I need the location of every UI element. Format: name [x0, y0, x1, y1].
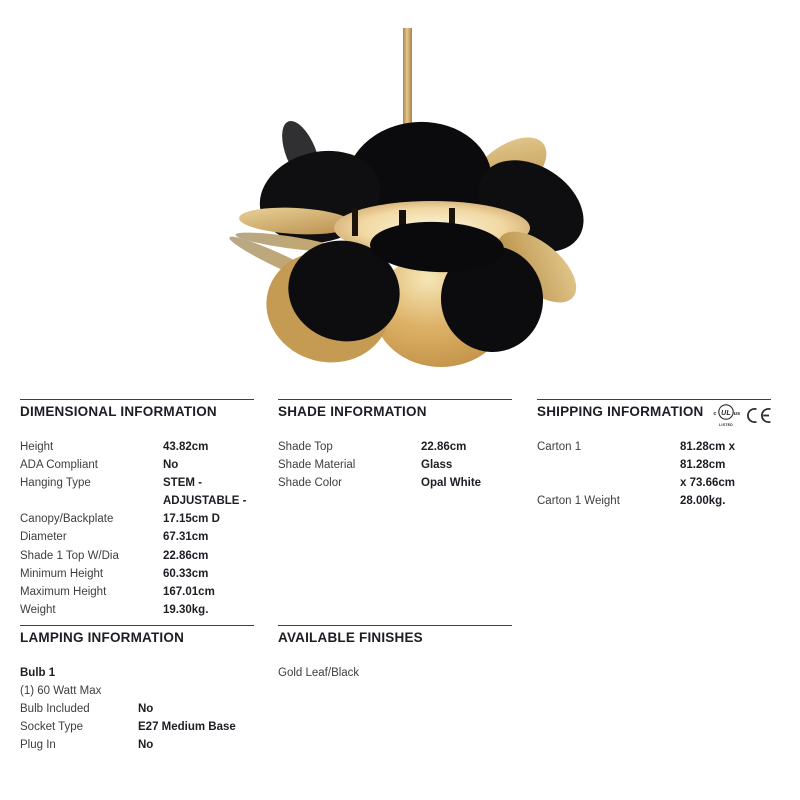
spec-label: Weight [20, 603, 56, 616]
section-shipping-information [537, 399, 771, 510]
spec-value: Glass [421, 459, 453, 472]
section-shade-information [278, 399, 512, 492]
spec-label: Maximum Height [20, 585, 107, 598]
spec-value: No [163, 459, 179, 472]
spec-row [278, 438, 512, 456]
spec-label: Shade Material [278, 459, 356, 472]
spec-label: ADA Compliant [20, 459, 98, 472]
spec-row [20, 682, 254, 700]
spec-label: (1) 60 Watt Max [20, 685, 102, 698]
pendant-lamp-illustration [0, 0, 800, 388]
spec-value: 22.86cm [163, 549, 209, 562]
spec-label: Socket Type [20, 721, 84, 734]
svg-text:LISTED: LISTED [718, 423, 733, 427]
spec-value: 67.31cm [163, 531, 209, 544]
lamp-stem [403, 28, 412, 132]
lamping-rows [20, 664, 254, 754]
spec-label: Bulb 1 [20, 667, 56, 679]
svg-text:c: c [712, 411, 717, 417]
spec-row [20, 700, 254, 718]
spec-row [20, 736, 254, 754]
ce-logo [744, 407, 772, 424]
spec-value: 43.82cm [163, 441, 209, 453]
section-title-text: SHADE INFORMATION [278, 404, 427, 419]
shipping-title [537, 404, 771, 426]
svg-text:us: us [733, 411, 740, 417]
spec-row [537, 492, 771, 510]
section-title-text: AVAILABLE FINISHES [278, 630, 423, 645]
section-dimensional-information [20, 399, 254, 619]
spec-value: STEM - ADJUSTABLE - [163, 477, 247, 508]
spec-label: Minimum Height [20, 567, 104, 580]
spec-row [20, 718, 254, 736]
spec-row [20, 438, 254, 456]
section-title-text: DIMENSIONAL INFORMATION [20, 404, 217, 419]
spec-value: 22.86cm [421, 441, 467, 453]
spec-value: No [138, 703, 154, 716]
section-title-text: SHIPPING INFORMATION [537, 404, 704, 419]
spec-value: 19.30kg. [163, 603, 209, 616]
spec-row [278, 456, 512, 474]
spec-row [537, 438, 771, 492]
spec-row [20, 456, 254, 474]
spec-label: Hanging Type [20, 477, 91, 490]
section-available-finishes [278, 625, 512, 682]
finishes-title [278, 630, 512, 652]
spec-row [20, 565, 254, 583]
spec-value: 167.01cm [163, 585, 215, 598]
dimensional-title [20, 404, 254, 426]
spec-value: No [138, 739, 154, 752]
spec-label: Diameter [20, 531, 67, 544]
spec-value: Opal White [421, 477, 482, 490]
spec-row [20, 474, 254, 510]
spec-row [20, 601, 254, 619]
spec-row [20, 664, 254, 682]
shade-rows [278, 438, 512, 492]
spec-value: 81.28cm x 81.28cm x 73.66cm [680, 441, 735, 490]
spec-row [20, 547, 254, 565]
spec-label: Height [20, 441, 54, 453]
spec-row [20, 510, 254, 528]
spec-row [20, 583, 254, 601]
spec-value: 60.33cm [163, 567, 209, 580]
certification-logos [712, 402, 772, 428]
spec-label: Shade Top [278, 441, 333, 453]
spec-label: Shade 1 Top W/Dia [20, 549, 119, 562]
spec-value: E27 Medium Base [138, 721, 236, 734]
svg-text:UL: UL [720, 410, 731, 417]
spec-label: Carton 1 Weight [537, 495, 620, 508]
spec-value: 28.00kg. [680, 495, 726, 508]
shade-title [278, 404, 512, 426]
spec-row [278, 474, 512, 492]
spec-label: Canopy/Backplate [20, 513, 114, 526]
lamping-title [20, 630, 254, 652]
finishes-rows [278, 664, 512, 682]
spec-row [20, 528, 254, 546]
section-lamping-information [20, 625, 254, 754]
spec-label: Gold Leaf/Black [278, 667, 360, 679]
ul-listed-logo [712, 402, 740, 428]
spec-label: Shade Color [278, 477, 342, 490]
product-image-pendant-light [0, 0, 800, 388]
shipping-rows [537, 438, 771, 510]
spec-row [278, 664, 512, 682]
spec-label: Plug In [20, 739, 56, 752]
spec-label: Carton 1 [537, 441, 582, 453]
spec-label: Bulb Included [20, 703, 90, 716]
spec-value: 17.15cm D [163, 513, 220, 526]
section-title-text: LAMPING INFORMATION [20, 630, 185, 645]
dimensional-rows [20, 438, 254, 619]
